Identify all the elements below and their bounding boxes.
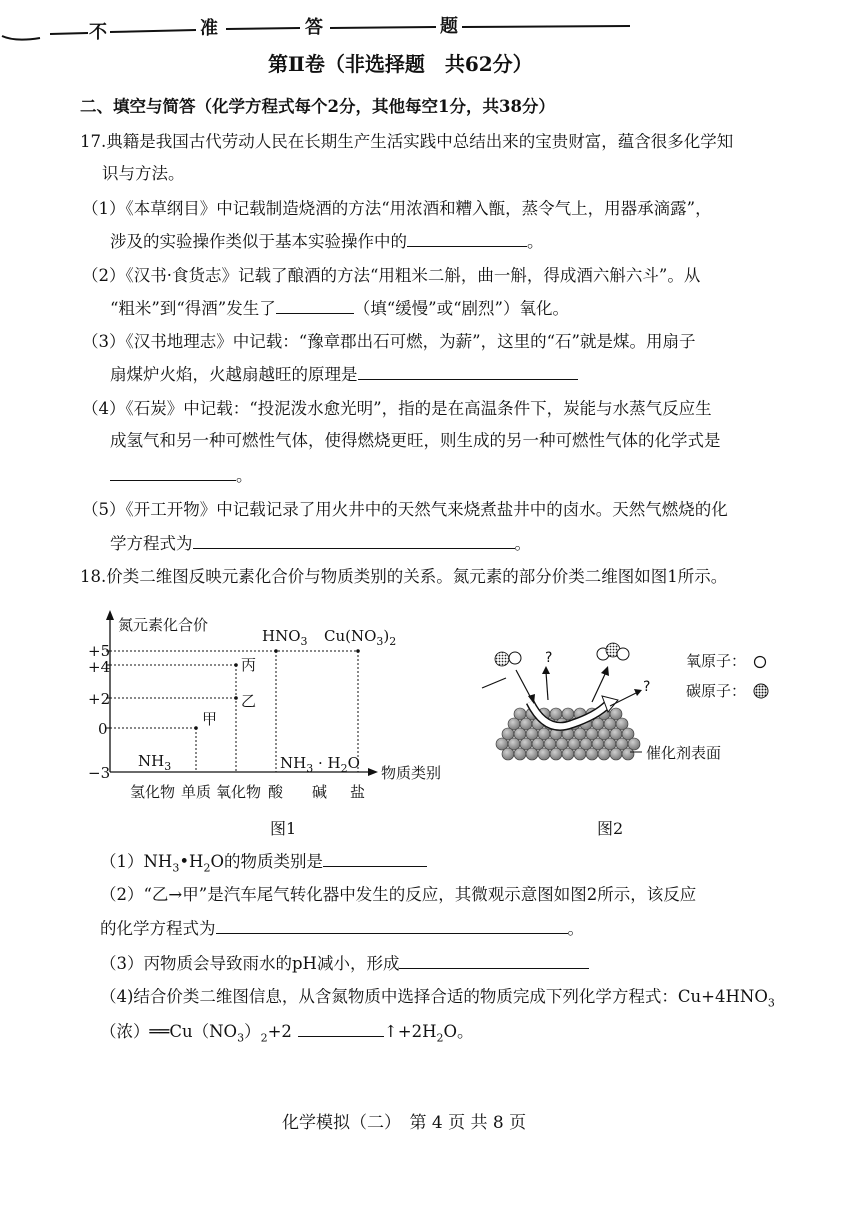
catalyst-surface [496,708,640,760]
part-heading: 二、填空与简答（化学方程式每个2分，其他每空1分，共38分） [80,97,555,116]
seal-line [0,0,860,50]
answer-blank[interactable] [399,952,589,969]
answer-blank[interactable] [216,917,568,934]
q17-part2-line2 [110,297,569,320]
period: 。 [236,466,253,485]
catalyst-surface-label: 催化剂表面 [646,744,722,762]
y-tick: 0 [98,720,108,738]
answer-blank[interactable] [193,532,515,549]
q17-part3-line1: （3）《汉书地理志》中记载：“豫章郡出石可燃，为薪”，这里的“石”就是煤。用扇子 [82,332,696,351]
answer-blank[interactable] [110,464,236,481]
q17-part1-line2 [110,230,544,253]
carbon-legend: 碳原子： [686,682,747,700]
period: 。 [527,232,544,251]
point-HNO3: $HNO_3$ [262,627,308,648]
q18-stem: 18.价类二维图反映元素化合价与物质类别的关系。氮元素的部分价类二维图如图1所示。 [80,567,728,586]
point-NH3H2O: $NH_3 \cdot H_2O$ [280,754,360,775]
q18-part1: $(1)NH_3•H_2O$的物质类别是 [100,850,427,879]
period: 。 [514,534,531,553]
point-NH3: $NH_3$ [138,752,172,773]
q17-part2-text-a: “粗米”到“得酒”发生了 [110,299,276,318]
answer-blank[interactable] [323,850,427,867]
y-tick: −3 [88,764,111,782]
answer-blank[interactable] [358,363,578,380]
figure-2-caption: 图2 [597,819,624,838]
q17-part3-line2 [110,363,578,386]
q17-part5-line1: （5）《开工开物》中记载记录了用火井中的天然气来烧煮盐井中的卤水。天然气燃烧的化 [82,500,728,519]
page-footer: 化学模拟（二） 第 4 页 共 8 页 [282,1113,527,1133]
answer-blank[interactable] [407,230,527,247]
q17-part4-line2: 成氢气和另一种可燃性气体，使得燃烧更旺，则生成的另一种可燃性气体的化学式是 [110,431,721,450]
point-jia: 甲 [202,710,218,728]
seal-char: 不 [89,22,107,43]
seal-char: 准 [200,18,218,39]
q17-part5-line2 [110,532,531,555]
q17-stem-line1: 17.典籍是我国古代劳动人民在长期生产生活实践中总结出来的宝贵财富，蕴含很多化学知 [80,132,734,151]
seal-line-strokes [0,0,860,50]
figure-1-caption: 图1 [270,819,297,838]
category-label: 盐 [350,783,366,801]
seal-char: 答 [305,17,323,38]
q17-part1-line1: （1）《本草纲目》中记载制造烧酒的方法“用浓酒和糟入甑，蒸令气上，用器承滴露”， [82,199,712,218]
question-mark: ? [643,679,651,695]
q17-part3-text: 扇煤炉火焰，火越扇越旺的原理是 [110,365,358,384]
section-title: 第Ⅱ卷（非选择题 共62分） [268,52,533,76]
y-tick: +5 [88,642,111,660]
q17-stem-line2: 识与方法。 [102,164,185,183]
oxygen-legend: 氧原子： [686,652,747,670]
category-label: 氢化物 [130,783,176,801]
q17-part4-line3 [110,464,253,487]
oxygen-atom-icon [752,654,768,670]
category-label: 碱 [312,783,328,801]
q18-part2-line1: （2）“乙→甲”是汽车尾气转化器中发生的反应，其微观示意图如图2所示，该反应 [100,885,697,904]
point-bing: 丙 [241,656,257,674]
q17-part4-line1: （4）《石炭》中记载：“投泥泼水愈光明”，指的是在高温条件下，炭能与水蒸气反应生 [82,399,712,418]
q18-part2-line2: 的化学方程式为 。 [100,919,584,938]
answer-blank[interactable] [298,1020,384,1037]
y-tick: +2 [88,690,111,708]
category-label: 氧化物 [216,783,262,801]
q18-part4-line1: （4)结合价类二维图信息，从含氮物质中选择合适的物质完成下列化学方程式：$Cu+4HNO_3$ [100,987,775,1010]
q18-part3: （3）丙物质会导致雨水的pH减小，形成 [100,952,589,975]
category-label: 单质 [181,783,212,801]
q17-part1-text: 涉及的实验操作类似于基本实验操作中的 [110,232,407,251]
x-axis-label: 物质类别 [381,764,442,782]
q18-part4-line2: （浓）$══Cu(NO_3)_2+2$ $↑+2H_2O$。 [100,1022,474,1045]
category-label: 酸 [268,783,284,801]
answer-blank[interactable] [276,297,354,314]
question-mark: ? [545,650,553,666]
q17-part2-text-b: （填“缓慢”或“剧烈”）氧化。 [353,299,569,318]
seal-char: 题 [440,16,458,37]
carbon-atom-icon [752,682,770,700]
q17-part5-text: 学方程式为 [110,534,193,553]
point-yi: 乙 [241,692,257,710]
y-tick: +4 [88,658,111,676]
y-axis-label: 氮元素化合价 [118,616,209,634]
q17-part2-line1: （2）《汉书·食货志》记载了酿酒的方法“用粗米二斛，曲一斛，得成酒六斛六斗”。从 [82,266,701,285]
point-CuNO32: $Cu(NO_3)_2$ [324,627,397,648]
